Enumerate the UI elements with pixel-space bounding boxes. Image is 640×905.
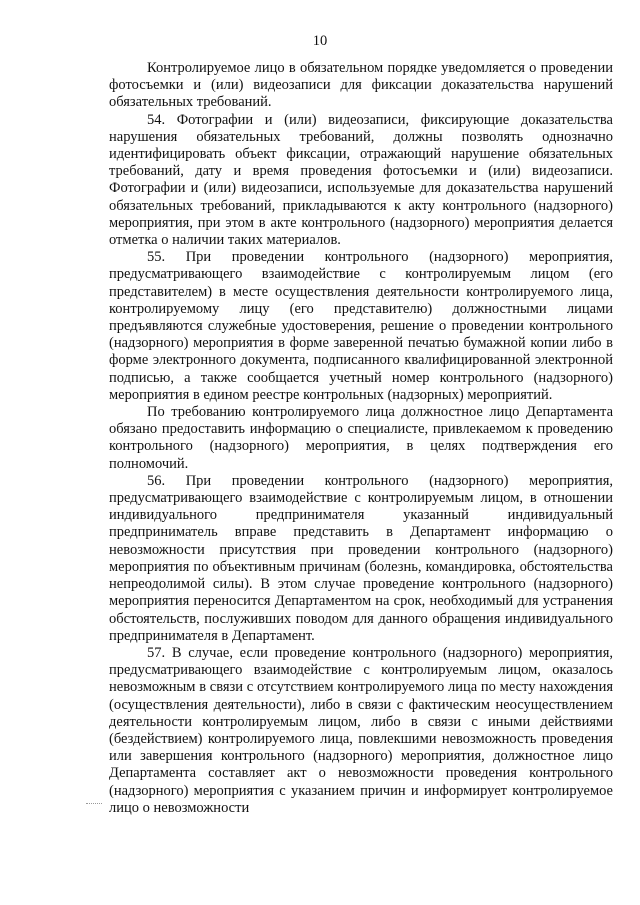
paragraph-notification: Контролируемое лицо в обязательном порядке уведомляется о проведении фотосъемки и (или) видеозаписи для фиксации доказательства нарушений обязательных требований.	[109, 60, 613, 111]
paragraph-specialist-info: По требованию контролируемого лица должностное лицо Департамента обязано предоставить информацию о специалисте, привлекаемом к проведению контрольного (надзорного) мероприятия, в целях подтверждения его полномочий.	[109, 404, 613, 472]
paragraph-54: 54. Фотографии и (или) видеозаписи, фиксирующие доказательства нарушения обязательных требований, должны позволять однозначно идентифицировать объект фиксации, отражающий нарушение обязательных требований, дату и время проведения фотосъемки и (или) видеозаписи. Фотографии и (или) видеозаписи, используемые для доказательства нарушений обязательных требований, прикладываются к акту контрольного (надзорного) мероприятия, при этом в акте контрольного (надзорного) мероприятия делается отметка о наличии таких материалов.	[109, 111, 613, 249]
page-number: 10	[312, 33, 328, 49]
document-body	[109, 60, 613, 817]
paragraph-56: 56. При проведении контрольного (надзорного) мероприятия, предусматривающего взаимодействие с контролируемым лицом, в отношении индивидуального предпринимателя указанный индивидуальный предприниматель вправе представить в Департамент информацию о невозможности присутствия при проведении контрольного (надзорного) мероприятия по объективным причинам (болезнь, командировка, обстоятельства непреодолимой силы). В этом случае проведение контрольного (надзорного) мероприятия переносится Департаментом на срок, необходимый для устранения обстоятельств, послуживших поводом для данного обращения индивидуального предпринимателя в Департамент.	[109, 472, 613, 644]
paragraph-57: 57. В случае, если проведение контрольного (надзорного) мероприятия, предусматривающего взаимодействие с контролируемым лицом, оказалось невозможным в связи с отсутствием контролируемого лица по месту нахождения (осуществления деятельности), либо в связи с фактическим неосуществлением деятельности контролируемым лицом, либо в связи с иными действиями (бездействием) контролируемого лица, повлекшими невозможность проведения или завершения контрольного (надзорного) мероприятия, должностное лицо Департамента составляет акт о невозможности проведения контрольного (надзорного) мероприятия с указанием причин и информирует контролируемое лицо о невозможности	[109, 644, 613, 816]
scan-artifact-mark	[86, 803, 102, 805]
paragraph-55: 55. При проведении контрольного (надзорного) мероприятия, предусматривающего взаимодействие с контролируемым лицом (его представителем) в месте осуществления деятельности контролируемого лица, контролируемому лицу (его представителю) должностными лицами предъявляются служебные удостоверения, решение о проведении контрольного (надзорного) мероприятия в форме заверенной печатью бумажной копии либо в форме электронного документа, подписанного квалифицированной электронной подписью, а также сообщается учетный номер контрольного (надзорного) мероприятия в едином реестре контрольных (надзорных) мероприятий.	[109, 249, 613, 403]
